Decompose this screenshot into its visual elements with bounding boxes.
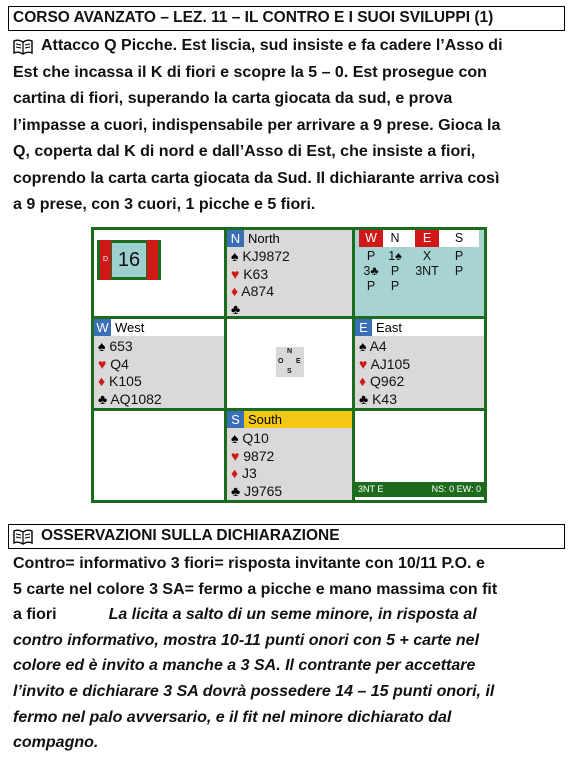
result-cell [355, 411, 484, 500]
south-spades: ♠ Q10 [231, 430, 269, 446]
board-number-cell [94, 230, 224, 316]
north-clubs: ♣ [231, 300, 241, 317]
east-spades: ♠ A4 [359, 338, 387, 354]
west-label: W West [94, 319, 224, 336]
west-hand [98, 338, 162, 408]
intro-line: coprendo la carta carta giocata da Sud. Il dichiarante arriva così [13, 169, 500, 187]
result-vulnerability: NS: 0 EW: 0 [431, 484, 481, 494]
south-hand [231, 430, 282, 500]
west-hearts: ♥ Q4 [98, 355, 129, 372]
east-diamonds: ♦ Q962 [359, 373, 405, 389]
north-spades: ♠ KJ9872 [231, 248, 290, 264]
compass-cell [227, 319, 352, 408]
intro-line: a 9 prese, con 3 cuori, 1 picche e 5 fiori. [13, 196, 316, 213]
north-hand [231, 248, 290, 318]
obs-line: Contro= informativo 3 fiori= risposta invitante con 10/11 P.O. e [13, 555, 485, 572]
west-diamonds: ♦ K105 [98, 373, 142, 389]
bidding-header: W N E S [359, 230, 479, 247]
obs-line: 5 carte nel colore 3 SA= fermo a picche e mano massima con fit [13, 580, 498, 598]
bidding-row: P P [366, 279, 400, 293]
intro-line: Attacco Q Picche. Est liscia, sud insiste e fa cadere l’Asso di [41, 37, 503, 54]
intro-line: cartina di fiori, superando la carta giocata da sud, e prova [13, 90, 453, 107]
north-cell [227, 230, 352, 316]
book-icon [13, 529, 33, 545]
north-hearts: ♥ K63 [231, 265, 269, 282]
obs-line: l’invito e dichiarare 3 SA dovrà possedere 14 – 15 punti onori, il [13, 682, 495, 700]
board-badge [97, 240, 161, 280]
board-number: 16 [112, 243, 146, 277]
east-clubs: ♣ K43 [359, 390, 397, 407]
dealer-stripe-right [147, 240, 158, 280]
north-label: N North [227, 230, 280, 247]
bidding-cell [355, 230, 484, 316]
section-title-box [8, 524, 565, 549]
north-diamonds: ♦ A874 [231, 283, 274, 299]
east-hearts: ♥ AJ105 [359, 355, 411, 372]
west-clubs: ♣ AQ1082 [98, 390, 162, 407]
intro-line: l’impasse a cuori, indispensabile per arrivare a 9 prese. Gioca la [13, 116, 501, 134]
south-hearts: ♥ 9872 [231, 447, 275, 464]
obs-line: contro informativo, mostra 10-11 punti onori con 5 + carte nel [13, 631, 480, 649]
obs-line: a fiori La licita a salto di un seme minore, in risposta al [13, 606, 477, 624]
intro-line: Q, coperta dal K di nord e dall’Asso di Est, che insiste a fiori, [13, 143, 476, 160]
bidding-row: P 1♠ X P [366, 249, 464, 263]
result-contract: 3NT E [358, 484, 384, 494]
south-label: S South [227, 411, 352, 428]
result-bar [355, 482, 484, 497]
east-cell [355, 319, 484, 408]
compass: N O E S [276, 347, 304, 377]
west-cell [94, 319, 224, 408]
south-clubs: ♣ J9765 [231, 482, 283, 499]
empty-cell [94, 411, 224, 500]
section-title: OSSERVAZIONI SULLA DICHIARAZIONE [41, 527, 340, 544]
lesson-title-box [8, 6, 565, 31]
bidding-row: 3♣ P 3NT P [363, 264, 464, 278]
east-hand [359, 338, 410, 408]
dealer-stripe-left: D [100, 240, 111, 280]
lesson-title: CORSO AVANZATO – LEZ. 11 – IL CONTRO E I SUOI SVILUPPI (1) [13, 9, 494, 26]
intro-paragraph [13, 33, 563, 219]
south-cell [227, 411, 352, 500]
south-diamonds: ♦ J3 [231, 465, 257, 481]
observations-paragraph [13, 551, 565, 756]
intro-line: Est che incassa il K di fiori e scopre la 5 – 0. Est prosegue con [13, 63, 487, 81]
obs-line: fermo nel palo avversario, e il fit nel minore dichiarato dal [13, 708, 452, 726]
east-label: E East [355, 319, 484, 336]
obs-line: compagno. [13, 734, 99, 752]
bridge-diagram [91, 227, 487, 503]
obs-line: colore ed è invito a manche a 3 SA. Il contrante per accettare [13, 657, 476, 675]
west-spades: ♠ 653 [98, 338, 133, 354]
